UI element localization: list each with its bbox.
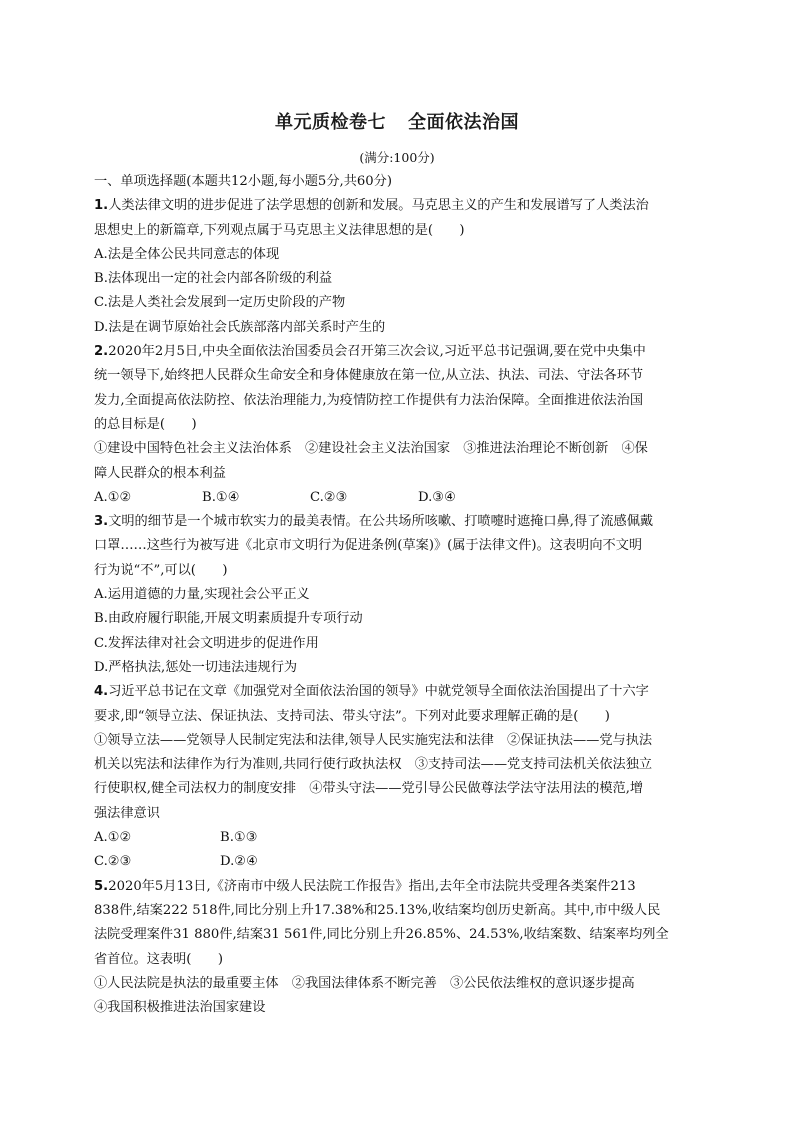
question-stem-line: 2020年2月5日,中央全面依法治国委员会召开第三次会议,习近平总书记强调,要在党中央集中: [108, 344, 646, 360]
question-stem-line: 2020年5月13日,《济南市中级人民法院工作报告》指出,去年全市法院共受理各类案件213: [108, 878, 636, 894]
question-5: [94, 875, 698, 1021]
question-stem-line: 838件,结案222 518件,同比分别上升17.38%和25.13%,收结案均创历史新高。其中,市中级人民: [94, 902, 661, 918]
option-b: B.由政府履行职能,开展文明素质提升专项行动: [94, 611, 363, 627]
question-stem-line: 行为说“不”,可以( ): [94, 562, 228, 578]
question-stem-line: 法院受理案件31 880件,结案31 561件,同比分别上升26.85%、24.53%,收结案数、结案率均列全: [94, 927, 669, 943]
statement-items-line: ①领导立法——党领导人民制定宪法和法律,领导人民实施宪法和法律 ②保证执法——党与执法: [94, 732, 653, 748]
question-stem-line: 习近平总书记在文章《加强党对全面依法治国的领导》中就党领导全面依法治国提出了十六字: [108, 684, 649, 700]
page-title: [0, 108, 794, 134]
section-heading: 一、单项选择题(本题共12小题,每小题5分,共60分): [94, 174, 392, 189]
option-c: C.发挥法律对社会文明进步的促进作用: [94, 635, 319, 651]
question-number: 3.: [94, 514, 109, 530]
option-d: D.法是在调节原始社会氏族部落内部关系时产生的: [94, 319, 386, 335]
statement-items-line: ④我国积极推进法治国家建设: [94, 1000, 266, 1016]
answer-choices-row-2: [94, 850, 698, 874]
question-number: 1.: [94, 198, 109, 214]
question-stem-line: 文明的细节是一个城市软实力的最美表情。在公共场所咳嗽、打喷嚏时遮掩口鼻,得了流感佩戴: [108, 514, 654, 530]
question-stem-line: 思想史上的新篇章,下列观点属于马克思主义法律思想的是( ): [94, 222, 465, 238]
question-number: 2.: [94, 344, 109, 360]
choice-c: C.②③: [94, 854, 132, 870]
statement-items-line: ①建设中国特色社会主义法治体系 ②建设社会主义法治国家 ③推进法治理论不断创新 ④保: [94, 441, 648, 457]
title-part-2: 全面依法治国: [408, 112, 519, 133]
question-1: [94, 194, 698, 340]
question-4: [94, 680, 698, 874]
question-stem-line: 口罩……这些行为被写进《北京市文明行为促进条例(草案)》(属于法律文件)。这表明向不文明: [94, 538, 643, 554]
question-number: 5.: [94, 878, 109, 894]
choice-b: B.①④: [202, 489, 240, 505]
option-a: A.法是全体公民共同意志的体现: [94, 246, 280, 262]
question-number: 4.: [94, 684, 109, 700]
choice-b: B.①③: [220, 830, 258, 846]
exam-content: [94, 170, 698, 1020]
choice-d: D.②④: [220, 854, 258, 870]
question-2: [94, 340, 698, 510]
option-b: B.法体现出一定的社会内部各阶级的利益: [94, 271, 333, 287]
choice-a: A.①②: [94, 830, 132, 846]
statement-items-line: 强法律意识: [94, 805, 160, 821]
statement-items-line: 机关以宪法和法律作为行为准则,共同行使行政执法权 ③支持司法——党支持司法机关依法独立: [94, 757, 653, 773]
option-c: C.法是人类社会发展到一定历史阶段的产物: [94, 295, 346, 311]
question-stem-line: 省首位。这表明( ): [94, 951, 223, 967]
question-stem-line: 发力,全面提高依法防控、依法治理能力,为疫情防控工作提供有力法治保障。全面推进依法治国: [94, 392, 644, 408]
score-note: (满分:100分): [359, 150, 435, 165]
question-stem-line: 人类法律文明的进步促进了法学思想的创新和发展。马克思主义的产生和发展谱写了人类法治: [108, 198, 649, 214]
answer-choices-row-1: [94, 826, 698, 850]
choice-d: D.③④: [418, 489, 456, 505]
title-part-1: 单元质检卷七: [275, 112, 386, 133]
statement-items-line: ①人民法院是执法的最重要主体 ②我国法律体系不断完善 ③公民依法维权的意识逐步提高: [94, 975, 635, 991]
choice-c: C.②③: [310, 489, 348, 505]
statement-items-line: 障人民群众的根本利益: [94, 465, 226, 481]
question-stem-line: 的总目标是( ): [94, 416, 197, 432]
choice-a: A.①②: [94, 489, 132, 505]
question-stem-line: 要求,即“领导立法、保证执法、支持司法、带头守法”。下列对此要求理解正确的是( ): [94, 708, 610, 724]
question-stem-line: 统一领导下,始终把人民群众生命安全和身体健康放在第一位,从立法、执法、司法、守法各环节: [94, 368, 644, 384]
question-3: [94, 510, 698, 680]
statement-items-line: 行使职权,健全司法权力的制度安排 ④带头守法——党引导公民做尊法学法守法用法的模范,增: [94, 781, 644, 797]
option-a: A.运用道德的力量,实现社会公平正义: [94, 587, 310, 603]
answer-choices: [94, 486, 698, 510]
option-d: D.严格执法,惩处一切违法违规行为: [94, 659, 298, 675]
